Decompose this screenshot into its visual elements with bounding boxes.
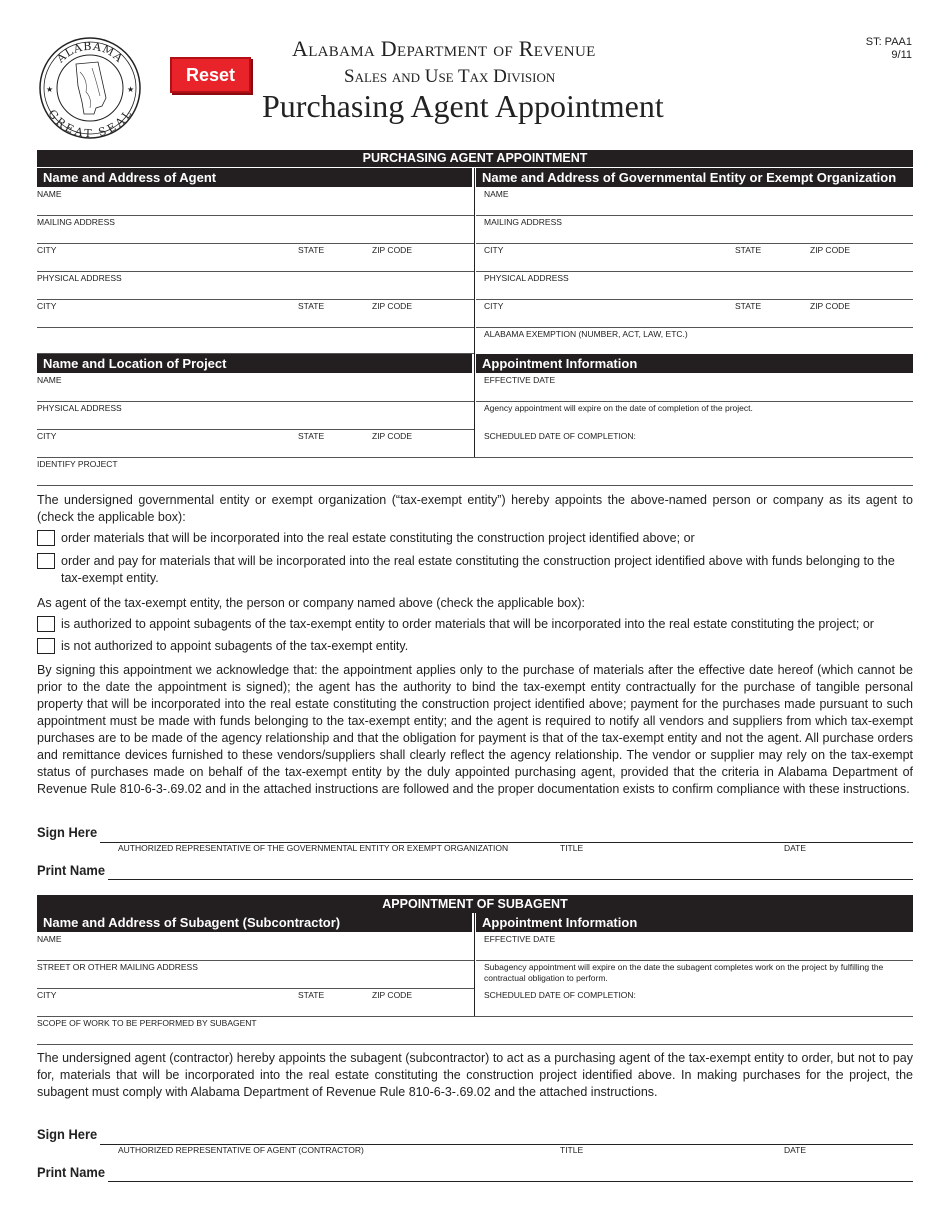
agent-city-label: CITY — [37, 245, 57, 255]
subagent-city-label: CITY — [37, 990, 57, 1000]
subagent-zip-field[interactable] — [372, 1001, 472, 1015]
rule — [476, 401, 913, 402]
authorized-agent-label: AUTHORIZED REPRESENTATIVE OF AGENT (CONTRACTOR) — [118, 1145, 364, 1155]
agent-city2-label: CITY — [37, 301, 57, 311]
acknowledgement-text: By signing this appointment we acknowledge that: the appointment applies only to the purchase of materials after the effective date hereof (which cannot be prior to the date the appointment is signed); the agent has the authority to bind the tax-exempt entity contractually for the purchase of tangible personal property that will be incorporated into the real estate constituting the construction project identified above; payment for the purchases made pursuant to such appointment must be made with funds belonging to the tax-exempt entity; and the agent is required to notify all vendors and suppliers from which tax-exempt purchases are to be made of the agency relationship and that the obligation for payment is that of the tax-exempt entity and not the agent. All purchase orders and remittance devices furnished to these vendors/suppliers shall clearly reflect the agency relationship. The vendor or supplier may rely on the tax-exempt status of purchases made on behalf of the tax-exempt entity by the duly appointed purchasing agent, provided that the criteria in Alabama Department of Revenue Rule 810-6-3-.69.02 and in the attached instructions are followed and the proper documentation exists to confirm compliance with these instructions. — [37, 663, 913, 796]
section-title-purchasing-agent: PURCHASING AGENT APPOINTMENT — [37, 150, 913, 167]
agent-name-label: NAME — [37, 189, 62, 199]
project-section-header: Name and Location of Project — [37, 354, 472, 373]
agent-city-field[interactable] — [37, 256, 292, 270]
appointment-intro-text: The undersigned governmental entity or exempt organization (“tax-exempt entity”) hereby appoints the above-named person or company as its agent to (check the applicable box): — [37, 493, 913, 524]
rule — [37, 271, 474, 272]
sub-appointment-section-header: Appointment Information — [476, 913, 913, 932]
agent-zip-field[interactable] — [372, 256, 472, 270]
rule — [37, 485, 913, 486]
subagent-scope-field[interactable] — [37, 1029, 912, 1043]
option-not-authorized-subagents — [37, 638, 913, 656]
agent-physical-label: PHYSICAL ADDRESS — [37, 273, 122, 283]
rule — [37, 457, 913, 458]
signature-field-2[interactable] — [102, 1129, 912, 1143]
rule — [108, 1181, 913, 1182]
rule — [37, 401, 474, 402]
entity-name-field[interactable] — [484, 200, 912, 214]
sub-expire-note: Subagency appointment will expire on the date the subagent completes work on the project by fulfilling the contractual obligation to perform. — [484, 962, 884, 983]
rule — [476, 299, 913, 300]
entity-city2-field[interactable] — [484, 312, 729, 326]
project-state-field[interactable] — [298, 442, 366, 456]
agent-state2-field[interactable] — [298, 312, 366, 326]
entity-name-label: NAME — [484, 189, 509, 199]
entity-state-label: STATE — [735, 245, 762, 255]
entity-city-label: CITY — [484, 245, 504, 255]
agent-zip-label: ZIP CODE — [372, 245, 412, 255]
project-name-field[interactable] — [37, 386, 472, 400]
form-title: Purchasing Agent Appointment — [262, 88, 664, 124]
entity-zip2-label: ZIP CODE — [810, 301, 850, 311]
authorized-subagents-text: is authorized to appoint subagents of the tax-exempt entity to order materials that will be incorporated into the real estate constituting the project; or — [61, 617, 874, 631]
alabama-great-seal — [38, 36, 142, 140]
agent-mailing-field[interactable] — [37, 228, 472, 242]
project-zip-label: ZIP CODE — [372, 431, 412, 441]
entity-physical-field[interactable] — [484, 284, 912, 298]
rule — [37, 215, 474, 216]
subagent-name-label: NAME — [37, 934, 62, 944]
project-physical-label: PHYSICAL ADDRESS — [37, 403, 122, 413]
rule — [37, 988, 474, 989]
order-materials-text: order materials that will be incorporated into the real estate constituting the construction project identified above; or — [61, 531, 695, 545]
entity-city2-label: CITY — [484, 301, 504, 311]
rule — [476, 215, 913, 216]
rule — [37, 299, 474, 300]
entity-city-field[interactable] — [484, 256, 729, 270]
option-order-and-pay — [37, 553, 913, 589]
subagent-state-label: STATE — [298, 990, 325, 1000]
option-order-materials — [37, 530, 913, 548]
order-and-pay-text: order and pay for materials that will be incorporated into the real estate constituting the construction project identified above with funds belonging to the tax-exempt entity. — [61, 554, 895, 585]
sign-here-label: Sign Here — [37, 824, 98, 840]
sub-effective-field[interactable] — [484, 945, 912, 959]
subagent-street-label: STREET OR OTHER MAILING ADDRESS — [37, 962, 198, 972]
subagent-zip-label: ZIP CODE — [372, 990, 412, 1000]
section-title-subagent: APPOINTMENT OF SUBAGENT — [37, 895, 913, 913]
agent-intro-text: As agent of the tax-exempt entity, the person or company named above (check the applicable box): — [37, 596, 585, 610]
subagent-scope-label: SCOPE OF WORK TO BE PERFORMED BY SUBAGENT — [37, 1018, 257, 1028]
department-name: Alabama Department of Revenue — [292, 36, 596, 61]
appointment-expire-note: Agency appointment will expire on the date of completion of the project. — [484, 403, 753, 413]
project-city-field[interactable] — [37, 442, 292, 456]
subagent-state-field[interactable] — [298, 1001, 366, 1015]
subagent-city-field[interactable] — [37, 1001, 292, 1015]
project-zip-field[interactable] — [372, 442, 472, 456]
subagent-street-field[interactable] — [37, 973, 472, 987]
rule — [37, 1044, 913, 1045]
not-authorized-subagents-checkbox[interactable] — [37, 638, 55, 654]
column-divider — [474, 168, 475, 457]
rule — [108, 879, 913, 880]
entity-state-field[interactable] — [735, 256, 803, 270]
division-name: Sales and Use Tax Division — [344, 66, 556, 87]
print-name-label-2: Print Name — [37, 1164, 106, 1180]
rule — [37, 327, 474, 328]
appointment-scheduled-label: SCHEDULED DATE OF COMPLETION: — [484, 431, 636, 441]
order-materials-checkbox[interactable] — [37, 530, 55, 546]
agent-state-label: STATE — [298, 245, 325, 255]
authorized-subagents-checkbox[interactable] — [37, 616, 55, 632]
subagent-name-field[interactable] — [37, 945, 472, 959]
entity-physical-label: PHYSICAL ADDRESS — [484, 273, 569, 283]
svg-text:GREAT SEAL: GREAT SEAL — [45, 107, 135, 140]
project-city-label: CITY — [37, 431, 57, 441]
agent-physical-field[interactable] — [37, 284, 472, 298]
print-name-label: Print Name — [37, 862, 106, 878]
rule — [37, 1016, 913, 1017]
agent-state2-label: STATE — [298, 301, 325, 311]
title-label: TITLE — [560, 843, 584, 853]
form-number-block — [866, 36, 912, 62]
svg-text:ALABAMA: ALABAMA — [54, 39, 126, 66]
subagent-section-header: Name and Address of Subagent (Subcontractor) — [37, 913, 472, 932]
entity-state2-field[interactable] — [735, 312, 803, 326]
svg-text:★: ★ — [127, 85, 135, 94]
appointment-section-header: Appointment Information — [476, 354, 913, 373]
rule — [476, 960, 913, 961]
rule — [37, 960, 474, 961]
print-name-field[interactable] — [112, 864, 912, 878]
form-number: ST: PAA1 — [865, 36, 912, 48]
reset-button[interactable]: Reset — [170, 57, 251, 93]
entity-state2-label: STATE — [735, 301, 762, 311]
subagent-appointment-text: The undersigned agent (contractor) hereby appoints the subagent (subcontractor) to act as a purchasing agent of the tax-exempt entity to order, but not to pay for, materials that will be incorporated into the real estate constituting the construction project identified above. In making purchases for the project, the subagent must comply with Alabama Department of Revenue Rule 810-6-3-.69.02 and the attached instructions. — [37, 1051, 913, 1099]
order-and-pay-checkbox[interactable] — [37, 553, 55, 569]
rule — [37, 243, 474, 244]
date-label: DATE — [784, 843, 807, 853]
agent-state-field[interactable] — [298, 256, 366, 270]
sub-scheduled-label: SCHEDULED DATE OF COMPLETION: — [484, 990, 636, 1000]
entity-zip-label: ZIP CODE — [810, 245, 850, 255]
not-authorized-subagents-text: is not authorized to appoint subagents of the tax-exempt entity. — [61, 639, 409, 653]
project-name-label: NAME — [37, 375, 62, 385]
appointment-effective-field[interactable] — [484, 386, 912, 400]
column-divider-2 — [474, 913, 475, 1017]
sign-here-label-2: Sign Here — [37, 1126, 98, 1142]
entity-exemption-field[interactable] — [484, 340, 912, 354]
sub-effective-label: EFFECTIVE DATE — [484, 934, 556, 944]
date-label-2: DATE — [784, 1145, 807, 1155]
project-physical-field[interactable] — [37, 414, 472, 428]
rule — [476, 243, 913, 244]
project-state-label: STATE — [298, 431, 325, 441]
print-name-field-2[interactable] — [112, 1166, 912, 1180]
agent-name-field[interactable] — [37, 200, 472, 214]
entity-zip2-field[interactable] — [810, 312, 912, 326]
project-identify-label: IDENTIFY PROJECT — [37, 459, 118, 469]
option-authorized-subagents — [37, 616, 913, 634]
entity-mailing-field[interactable] — [484, 228, 912, 242]
svg-text:★: ★ — [46, 85, 54, 94]
signature-field[interactable] — [102, 827, 912, 841]
sub-scheduled-field[interactable] — [484, 1001, 912, 1015]
agent-city2-field[interactable] — [37, 312, 292, 326]
form-revision-date: 9/11 — [891, 49, 912, 61]
title-label-2: TITLE — [560, 1145, 584, 1155]
rule — [476, 327, 913, 328]
entity-section-header: Name and Address of Governmental Entity or Exempt Organization — [476, 168, 913, 187]
rule — [37, 429, 474, 430]
agent-mailing-label: MAILING ADDRESS — [37, 217, 115, 227]
rule — [476, 271, 913, 272]
agent-section-header: Name and Address of Agent — [37, 168, 472, 187]
agent-zip2-field[interactable] — [372, 312, 472, 326]
appointment-scheduled-field[interactable] — [484, 442, 912, 456]
entity-exemption-label: ALABAMA EXEMPTION (NUMBER, ACT, LAW, ETC.) — [484, 329, 688, 339]
authorized-rep-label: AUTHORIZED REPRESENTATIVE OF THE GOVERNMENTAL ENTITY OR EXEMPT ORGANIZATION — [118, 843, 509, 853]
project-identify-field[interactable] — [37, 470, 912, 484]
entity-mailing-label: MAILING ADDRESS — [484, 217, 562, 227]
agent-zip2-label: ZIP CODE — [372, 301, 412, 311]
appointment-effective-label: EFFECTIVE DATE — [484, 375, 556, 385]
entity-zip-field[interactable] — [810, 256, 912, 270]
